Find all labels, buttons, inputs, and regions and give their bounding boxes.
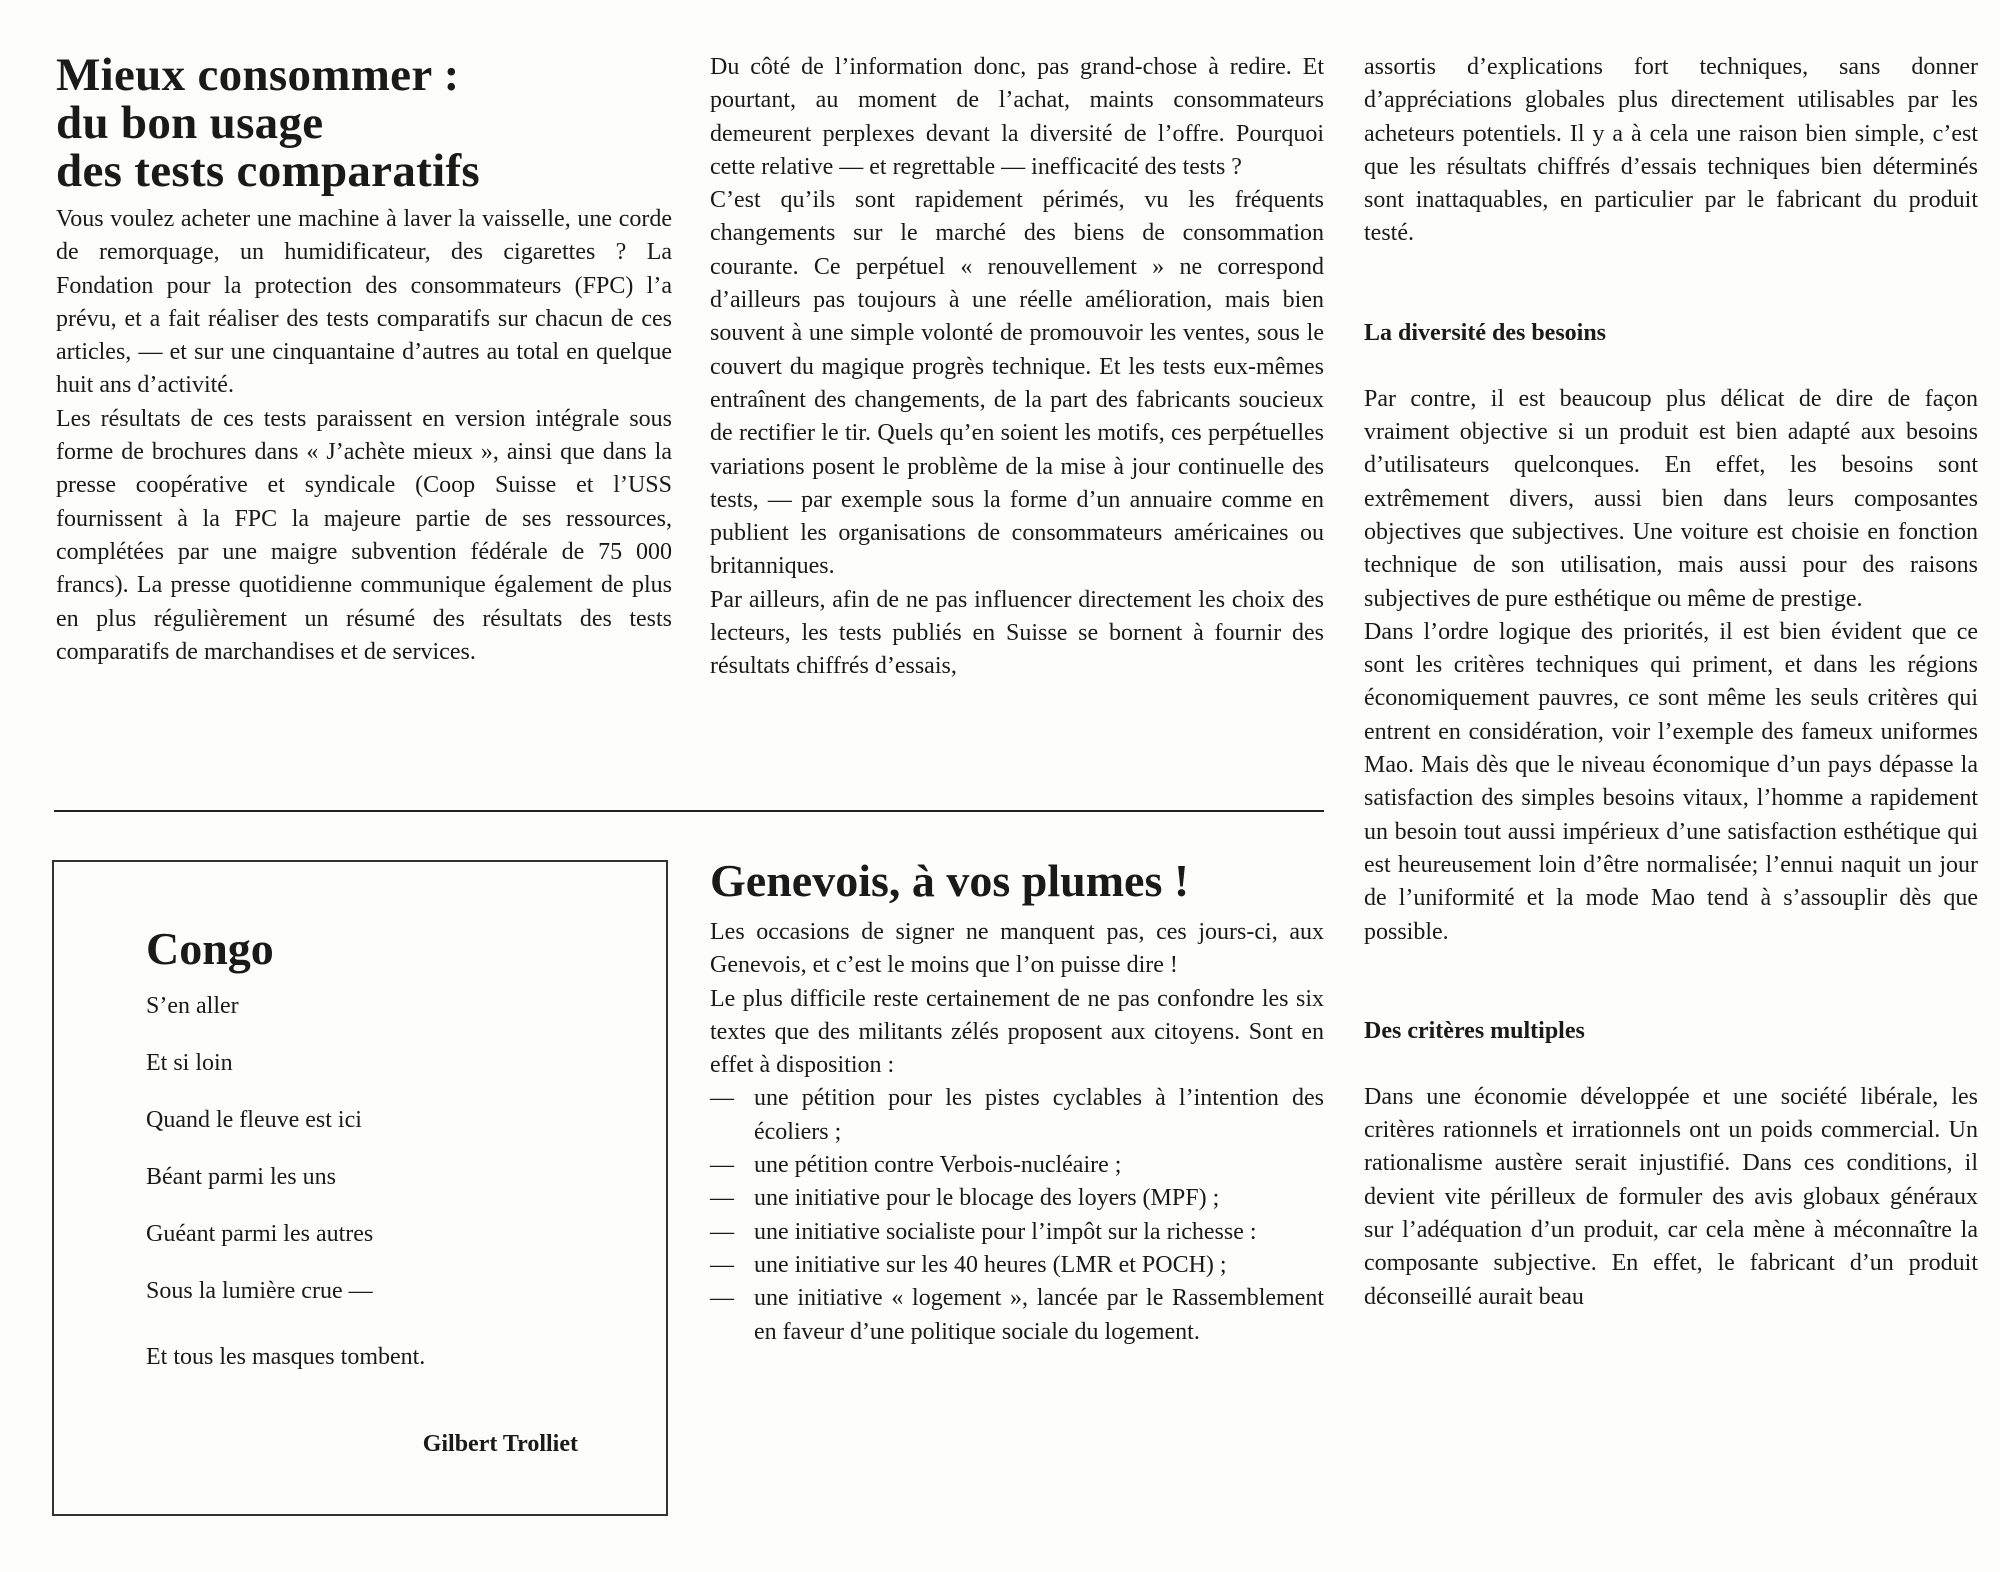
- poem-title: Congo: [146, 923, 274, 974]
- paragraph: Du côté de l’information donc, pas grand-chose à redire. Et pourtant, au moment de l’achat, maints consommateurs demeurent perplexes devant la diversité de l’offre. Pourquoi cette relative — et regrettable — inefficacité des tests ?: [710, 54, 1324, 180]
- poem-line: Et si loin: [146, 1050, 233, 1076]
- paragraph: Le plus difficile reste certainement de ne pas confondre les six textes que des militants zélés proposent aux citoyens. Sont en effet à disposition :: [710, 985, 1324, 1079]
- title-line: du bon usage: [56, 97, 324, 149]
- list-item: — une initiative pour le blocage des loyers (MPF) ;: [710, 1182, 1324, 1215]
- article-title: Genevois, à vos plumes !: [710, 855, 1190, 906]
- title-line: Mieux consommer :: [56, 49, 460, 101]
- poem-line: Béant parmi les uns: [146, 1164, 336, 1190]
- paragraph: Dans une économie développée et une société libérale, les critères rationnels et irrationnels ont un poids commercial. Un rationalisme austère serait injustifié. Dans ces conditions, il devient vite périlleux de formuler des avis globaux généraux sur l’adéquation d’un produit, car cela mène à méconnaître la composante subjective. En effet, le fabricant d’un produit déconseillé aurait beau: [1364, 1083, 1978, 1310]
- poem-line: Guéant parmi les autres: [146, 1221, 374, 1247]
- poem-line: Sous la lumière crue —: [146, 1278, 373, 1304]
- article-title: [56, 51, 672, 195]
- paragraph: Par contre, il est beaucoup plus délicat de dire de façon vraiment objective si un produit est bien adapté aux besoins d’utilisateurs quelconques. En effet, les besoins sont extrêmement divers, aussi bien dans leurs composantes objectives que subjectives. Une voiture est choisie en fonction technique de son utilisation, mais aussi pour des raisons subjectives de pure esthétique ou même de prestige.: [1364, 385, 1978, 612]
- subheading: Des critères multiples: [1364, 1017, 1585, 1044]
- signature-list: [710, 1082, 1324, 1348]
- horizontal-divider: [54, 810, 1324, 812]
- paragraph: Par ailleurs, afin de ne pas influencer directement les choix des lecteurs, les tests publiés en Suisse se bornent à fournir des résultats chiffrés d’essais,: [710, 586, 1324, 680]
- list-item: — une initiative sur les 40 heures (LMR et POCH) ;: [710, 1249, 1324, 1282]
- article-genevois: [710, 856, 1324, 1349]
- paragraph: Vous voulez acheter une machine à laver la vaisselle, une corde de remorquage, un humidificateur, des cigarettes ? La Fondation pour la protection des consommateurs (FPC) l’a prévu, et a fait réaliser des tests comparatifs sur chacun de ces articles, — et sur une cinquantaine d’autres au total en quelque huit ans d’activité.: [56, 206, 672, 399]
- paragraph: assortis d’explications fort techniques, sans donner d’appréciations globales plus directement utilisables par les acheteurs potentiels. Il y a à cela une raison bien simple, c’est que les résultats chiffrés d’essais techniques bien déterminés sont inattaquables, en particulier par le fabricant du produit testé.: [1364, 54, 1978, 247]
- subheading: La diversité des besoins: [1364, 319, 1607, 346]
- paragraph: Les occasions de signer ne manquent pas, ces jours-ci, aux Genevois, et c’est le moins que l’on puisse dire !: [710, 919, 1324, 979]
- paragraph: Dans l’ordre logique des priorités, il est bien évident que ce sont les critères techniques qui priment, et dans les régions économiquement pauvres, ce sont même les seuls critères qui entrent en considération, voir l’exemple des fameux uniformes Mao. Mais dès que le niveau économique d’un pays dépasse la satisfaction des simples besoins vitaux, l’homme a rapidement un besoin tout aussi impérieux d’une satisfaction esthétique qui est heureusement loin d’être normalisée; l’ennui naquit un jour de l’uniformité et la mode Mao tend à s’assouplir dès que possible.: [1364, 618, 1978, 945]
- article-consommer-col3: [1364, 51, 1978, 1314]
- list-item: — une pétition pour les pistes cyclables à l’intention des écoliers ;: [710, 1082, 1324, 1149]
- poem-box: [52, 860, 668, 1516]
- poem-lines: [146, 990, 425, 1398]
- poem-author: Gilbert Trolliet: [422, 1431, 578, 1457]
- list-item: — une initiative « logement », lancée par le Rassemblement en faveur d’une politique sociale du logement.: [710, 1282, 1324, 1349]
- poem-last-line: Et tous les masques tombent.: [146, 1344, 426, 1370]
- article-consommer-col2: [710, 51, 1324, 684]
- list-item: — une pétition contre Verbois-nucléaire ;: [710, 1149, 1324, 1182]
- poem-line: S’en aller: [146, 993, 239, 1019]
- paragraph: C’est qu’ils sont rapidement périmés, vu les fréquents changements sur le marché des biens de consommation courante. Ce perpétuel « renouvellement » ne correspond d’ailleurs pas toujours à une réelle amélioration, mais bien souvent à une simple volonté de promouvoir les ventes, sous le couvert du magique progrès technique. Et les tests eux-mêmes entraînent des changements, de la part des fabricants soucieux de rectifier le tir. Quels qu’en soient les motifs, ces perpétuelles variations posent le problème de la mise à jour continuelle des tests, — par exemple sous la forme d’un annuaire comme en publient les organisations de consommateurs américaines ou britanniques.: [710, 187, 1324, 580]
- article-consommer-col1: [56, 51, 672, 669]
- list-item: — une initiative socialiste pour l’impôt sur la richesse :: [710, 1216, 1324, 1249]
- poem-line: Quand le fleuve est ici: [146, 1107, 362, 1133]
- paragraph: Les résultats de ces tests paraissent en version intégrale sous forme de brochures dans « J’achète mieux », ainsi que dans la presse coopérative et syndicale (Coop Suisse et l’USS fournissent à la FPC la majeure partie de ses ressources, complétées par une maigre subvention fédérale de 75 000 francs). La presse quotidienne communique également de plus en plus régulièrement un résumé des résultats des tests comparatifs de marchandises et de services.: [56, 405, 672, 665]
- title-line: des tests comparatifs: [56, 145, 480, 197]
